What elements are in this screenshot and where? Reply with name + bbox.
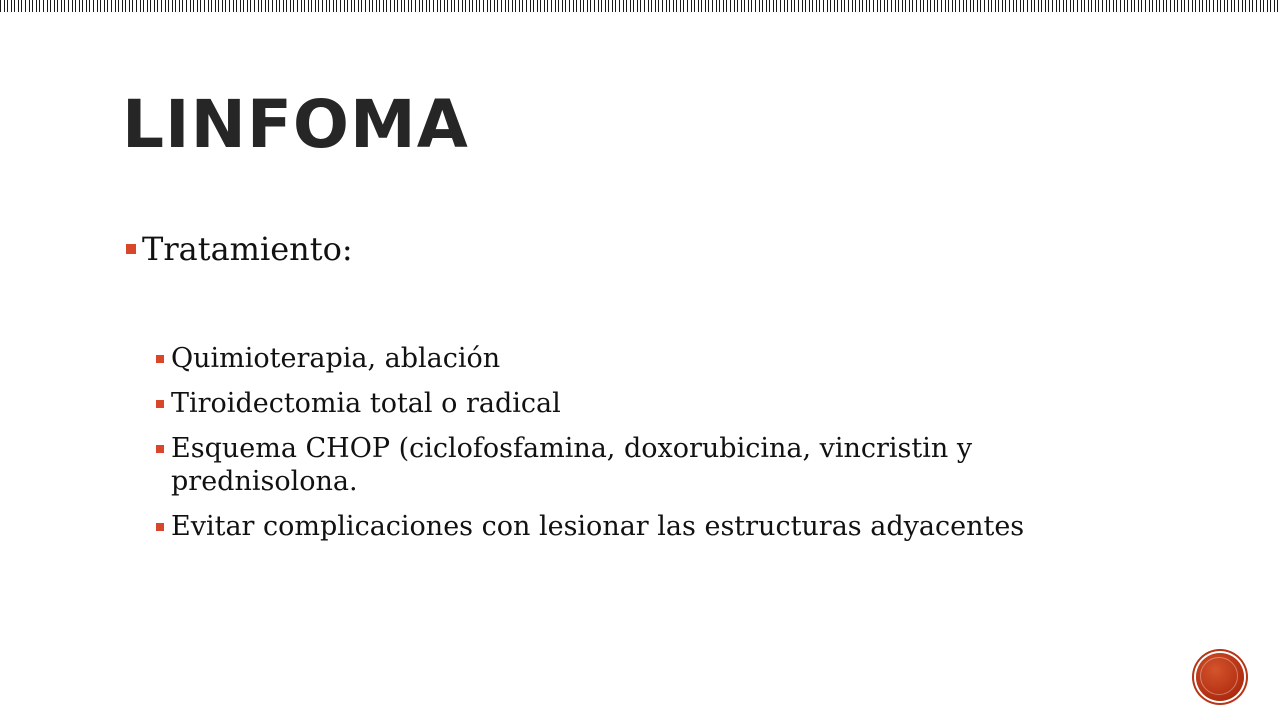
list-item-text: Esquema CHOP (ciclofosfamina, doxorubicina, vincristin y prednisolona. — [171, 433, 973, 497]
list-item — [156, 432, 1156, 498]
list-item — [156, 510, 1156, 543]
square-bullet-icon — [156, 400, 164, 408]
slide-title: LINFOMA — [122, 86, 469, 163]
slide-number-badge-icon — [1196, 653, 1244, 701]
bullet-heading — [126, 230, 353, 268]
list-item — [156, 342, 1156, 375]
list-item-text: Quimioterapia, ablación — [171, 343, 501, 374]
square-bullet-icon — [156, 445, 164, 453]
list-item-text: Evitar complicaciones con lesionar las estructuras adyacentes — [171, 511, 1025, 542]
square-bullet-icon — [156, 523, 164, 531]
top-decorative-bar — [0, 0, 1280, 12]
square-bullet-icon — [156, 355, 164, 363]
list-item — [156, 387, 1156, 420]
square-bullet-icon — [126, 244, 136, 254]
list-item-text: Tiroidectomia total o radical — [171, 388, 561, 419]
bullet-heading-text: Tratamiento: — [142, 230, 353, 268]
treatment-list — [156, 342, 1156, 555]
